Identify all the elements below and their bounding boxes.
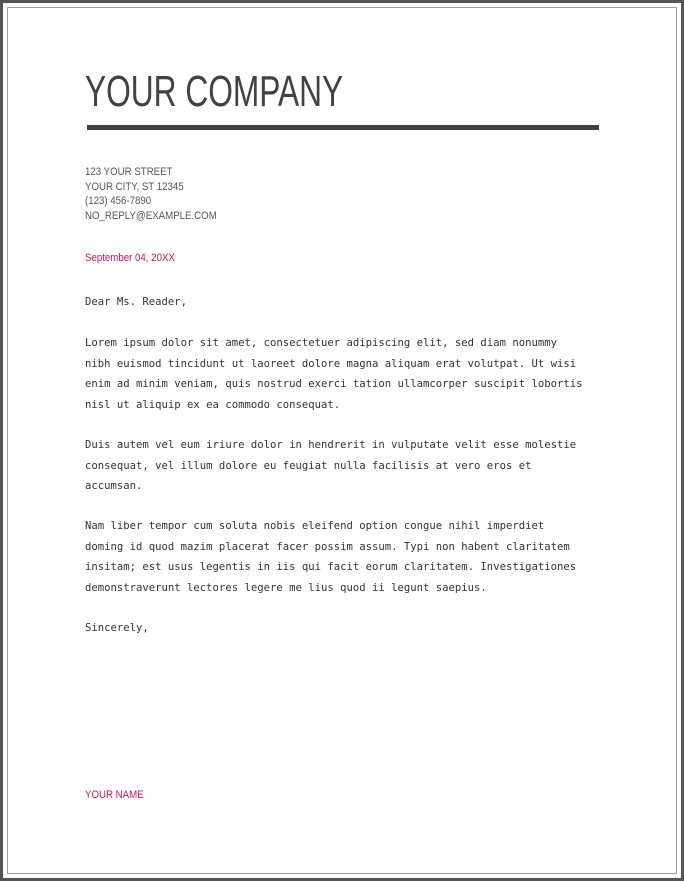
letter-date: September 04, 20XX [85, 252, 175, 264]
address-email: NO_REPLY@EXAMPLE.COM [85, 210, 217, 223]
company-name: YOUR COMPANY [85, 67, 344, 116]
paragraph-3 [85, 516, 576, 598]
address-city: YOUR CITY, ST 12345 [85, 180, 184, 193]
paragraph-line: insitam; est usus legentis in iis qui facit eorum claritatem. Investigationes [85, 561, 577, 573]
paragraph-line: enim ad minim veniam, quis nostrud exerci tation ullamcorper suscipit lobortis [85, 378, 583, 390]
paragraph-1 [85, 333, 582, 415]
address-phone: (123) 456-7890 [85, 195, 152, 208]
paragraph-line: demonstraverunt lectores legere me lius quod ii legunt saepius. [85, 581, 487, 594]
paragraph-2 [85, 435, 576, 497]
paragraph-line: Lorem ipsum dolor sit amet, consectetuer adipiscing elit, sed diam nonummy [85, 337, 557, 349]
paragraph-line: nisl ut aliquip ex ea commodo consequat. [85, 398, 341, 411]
salutation: Dear Ms. Reader, [85, 296, 188, 308]
paragraph-line: accumsan. [85, 480, 143, 492]
paragraph-line: Nam liber tempor cum soluta nobis eleifend option congue nihil imperdiet [85, 520, 545, 532]
header-rule [87, 125, 599, 130]
signature-name: YOUR NAME [85, 789, 144, 801]
paragraph-line: consequat, vel illum dolore eu feugiat nulla facilisis at vero eros et [85, 459, 532, 472]
paragraph-line: doming id quod mazim placerat facer possim assum. Typi non habent claritatem [85, 540, 570, 553]
paragraph-line: Duis autem vel eum iriure dolor in hendrerit in vulputate velit esse molestie [85, 439, 577, 451]
paragraph-line: nibh euismod tincidunt ut laoreet dolore magna aliquam erat volutpat. Ut wisi [85, 357, 577, 370]
address-street: 123 YOUR STREET [85, 166, 173, 178]
closing: Sincerely, [85, 622, 149, 634]
sender-address-block [85, 165, 235, 224]
